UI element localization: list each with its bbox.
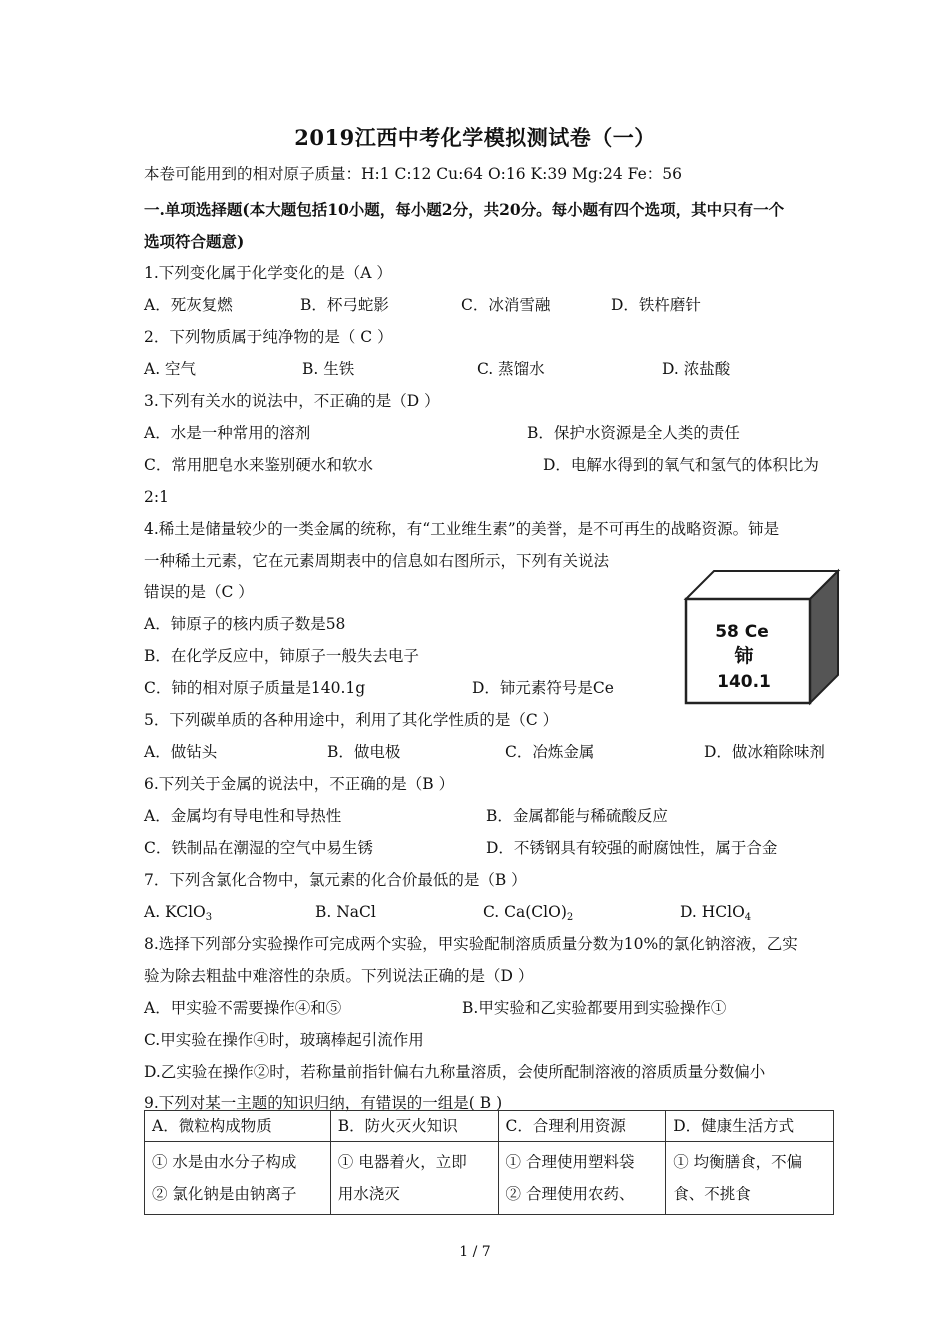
- section-heading-cont: 选项符合题意): [144, 232, 245, 251]
- q3-option-d-cont: 2:1: [144, 488, 169, 506]
- q5-option-b: B．做电极: [327, 743, 401, 761]
- question-5-stem: 5．下列碳单质的各种用途中，利用了其化学性质的是（C ）: [144, 711, 559, 729]
- atomic-mass-note: 本卷可能用到的相对原子质量：H:1 C:12 Cu:64 O:16 K:39 Mg:24 Fe：56: [144, 165, 682, 183]
- q4-option-a: A．铈原子的核内质子数是58: [144, 615, 346, 633]
- table-header-row: [145, 1111, 834, 1142]
- element-name: 铈: [734, 645, 754, 667]
- question-8-stem: 8.选择下列部分实验操作可完成两个实验，甲实验配制溶质质量分数为10%的氯化钠溶液，乙实: [144, 935, 798, 953]
- question-7-stem: 7．下列含氯化合物中，氯元素的化合价最低的是（B ）: [144, 871, 527, 889]
- q6-option-c: C．铁制品在潮湿的空气中易生锈: [144, 839, 373, 857]
- q2-option-b: B. 生铁: [302, 360, 355, 378]
- page-number: 1 / 7: [459, 1244, 491, 1260]
- q4-option-b: B．在化学反应中，铈原子一般失去电子: [144, 647, 419, 665]
- page-title: 2019江西中考化学模拟测试卷（一）: [294, 125, 656, 150]
- q8-option-a: A．甲实验不需要操作④和⑤: [144, 999, 342, 1017]
- question-2-stem: 2．下列物质属于纯净物的是（ C ）: [144, 328, 393, 346]
- q4-option-d: D．铈元素符号是Ce: [472, 679, 614, 697]
- q8-option-d: D.乙实验在操作②时，若称量前指针偏右九称量溶质，会使所配制溶液的溶质质量分数偏小: [144, 1063, 766, 1081]
- question-8-stem-cont: 验为除去粗盐中难溶性的杂质。下列说法正确的是（D ）: [144, 967, 534, 985]
- q1-option-b: B．杯弓蛇影: [300, 296, 389, 314]
- element-number-symbol: 58 Ce: [715, 622, 769, 642]
- q1-option-d: D．铁杵磨针: [611, 296, 701, 314]
- table-row: [145, 1142, 834, 1215]
- table-header-cell: D．健康生活方式: [666, 1111, 834, 1142]
- q6-option-a: A．金属均有导电性和导热性: [144, 807, 342, 825]
- q3-option-d: D．电解水得到的氧气和氢气的体积比为: [543, 456, 819, 474]
- q1-option-a: A．死灰复燃: [144, 296, 233, 314]
- q4-option-c: C．铈的相对原子质量是140.1g: [144, 679, 366, 697]
- q5-option-a: A．做钻头: [144, 743, 218, 761]
- q3-option-a: A．水是一种常用的溶剂: [144, 424, 311, 442]
- q2-option-c: C. 蒸馏水: [477, 360, 545, 378]
- question-4-stem-cont2: 错误的是（C ）: [144, 583, 254, 601]
- q6-option-b: B．金属都能与稀硫酸反应: [486, 807, 668, 825]
- q8-option-b: B.甲实验和乙实验都要用到实验操作①: [462, 999, 727, 1017]
- q7-option-d: D. HClO$_4$: [680, 903, 752, 923]
- question-1-stem: 1.下列变化属于化学变化的是（A ）: [144, 264, 392, 282]
- question-9-stem: 9.下列对某一主题的知识归纳，有错误的一组是( B ): [144, 1094, 503, 1112]
- section-heading: 一.单项选择题(本大题包括10小题，每小题2分，共20分。每小题有四个选项，其中只有一个: [144, 200, 785, 219]
- table-cell: ① 合理使用塑料袋 ② 合理使用农药、: [498, 1142, 666, 1215]
- q7-option-a: A. KClO$_3$: [144, 903, 213, 923]
- element-mass: 140.1: [717, 672, 771, 692]
- q3-option-c: C．常用肥皂水来鉴别硬水和软水: [144, 456, 373, 474]
- table-header-cell: B．防火灭火知识: [330, 1111, 498, 1142]
- q3-option-b: B．保护水资源是全人类的责任: [527, 424, 740, 442]
- question-3-stem: 3.下列有关水的说法中，不正确的是（D ）: [144, 392, 440, 410]
- table-cell: ① 水是由水分子构成 ② 氯化钠是由钠离子: [145, 1142, 331, 1215]
- q6-option-d: D．不锈钢具有较强的耐腐蚀性，属于合金: [486, 839, 778, 857]
- table-header-cell: A．微粒构成物质: [145, 1111, 331, 1142]
- q7-option-b: B. NaCl: [315, 903, 376, 921]
- cerium-element-card: [682, 567, 842, 707]
- q7-option-c: C. $Ca(ClO)_2$: [483, 903, 574, 923]
- question-4-stem-cont: 一种稀土元素，它在元素周期表中的信息如右图所示，下列有关说法: [144, 552, 610, 570]
- q5-option-c: C．冶炼金属: [505, 743, 595, 761]
- q2-option-d: D. 浓盐酸: [662, 360, 731, 378]
- q2-option-a: A. 空气: [144, 360, 197, 378]
- question-6-stem: 6.下列关于金属的说法中，不正确的是（B ）: [144, 775, 455, 793]
- q1-option-c: C．冰消雪融: [461, 296, 551, 314]
- table-header-cell: C．合理利用资源: [498, 1111, 666, 1142]
- question-4-stem: 4.稀土是储量较少的一类金属的统称，有“工业维生素”的美誉，是不可再生的战略资源。铈是: [144, 520, 780, 538]
- q5-option-d: D．做冰箱除味剂: [704, 743, 825, 761]
- table-cell: ① 电器着火，立即 用水浇灭: [330, 1142, 498, 1215]
- table-cell: ① 均衡膳食，不偏 食、不挑食: [666, 1142, 834, 1215]
- knowledge-table: [144, 1110, 834, 1215]
- q8-option-c: C.甲实验在操作④时，玻璃棒起引流作用: [144, 1031, 424, 1049]
